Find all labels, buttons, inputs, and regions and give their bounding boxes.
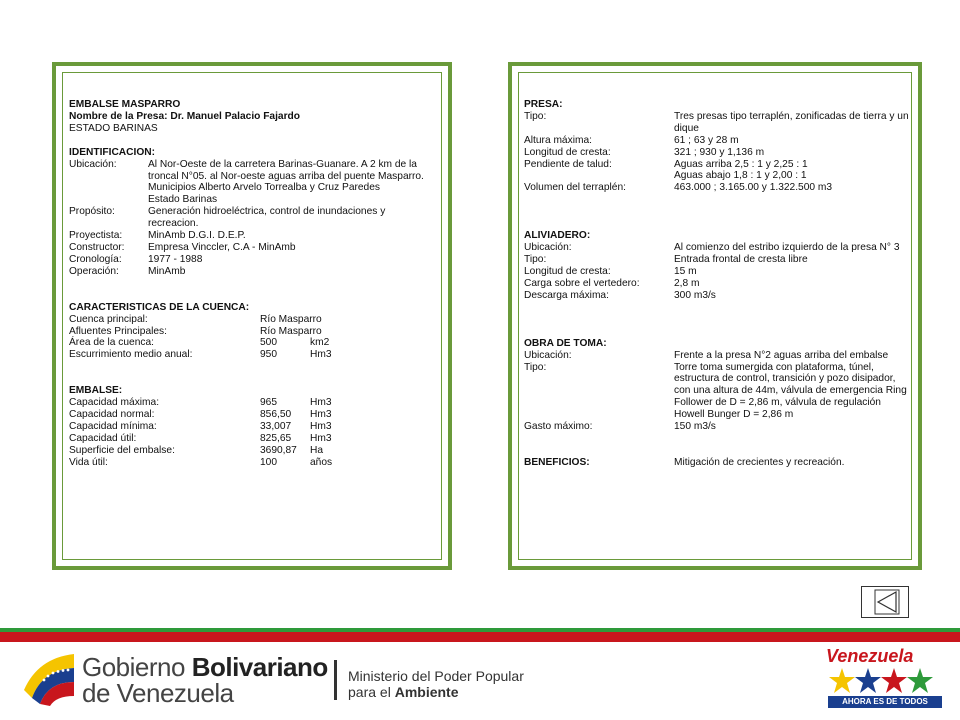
toma-value: 150 m3/s: [674, 421, 716, 433]
toma-key: Ubicación:: [524, 349, 572, 361]
identificacion-value: Empresa Vinccler, C.A - MinAmb: [148, 241, 296, 253]
toma-key: Tipo:: [524, 361, 547, 373]
embalse-number: 100: [260, 456, 277, 468]
identificacion-title: IDENTIFICACION:: [69, 146, 156, 158]
embalse-row: [69, 421, 435, 433]
embalse-unit: Hm3: [310, 409, 332, 421]
ministerio-ambiente: Ambiente: [394, 684, 459, 700]
embalse-unit: Hm3: [310, 420, 332, 432]
dam-name: Nombre de la Presa: Dr. Manuel Palacio Fajardo: [69, 110, 300, 122]
back-triangle-icon: [862, 587, 908, 617]
toma-row: [524, 350, 914, 362]
presa-value: 61 ; 63 y 28 m: [674, 134, 739, 146]
presa-key: Longitud de cresta:: [524, 146, 611, 158]
embalse-unit: años: [310, 456, 333, 468]
cuenca-unit: km2: [310, 337, 330, 349]
identificacion-row: [69, 242, 435, 254]
presa-row: [524, 111, 914, 135]
beneficios-row: [524, 457, 914, 469]
beneficios-value: Mitigación de crecientes y recreación.: [674, 456, 845, 468]
presa-title: PRESA:: [524, 99, 563, 110]
cuenca-number: 500: [260, 337, 277, 349]
toma-value: Torre toma sumergida con plataforma, túnel, estructura de control, transición y pozo disipador, con una altura de 44m, válvula de emergencia Ring Follower de D = 2,86 m, válvula de regulación Howell Bunger D = 2,86 m: [674, 361, 907, 421]
embalse-key: Capacidad normal:: [69, 409, 155, 421]
presa-value: Aguas arriba 2,5 : 1 y 2,25 : 1: [674, 158, 808, 170]
cuenca-key: Afluentes Principales:: [69, 325, 167, 337]
embalse-number: 825,65: [260, 432, 292, 444]
gobierno-line2: de Venezuela: [82, 678, 234, 708]
identificacion-row: [69, 266, 435, 278]
toma-value: Frente a la presa N°2 aguas arriba del embalse: [674, 349, 889, 361]
aliviadero-row: [524, 290, 914, 302]
aliviadero-key: Descarga máxima:: [524, 289, 609, 301]
identificacion-value: MinAmb D.G.I. D.E.P.: [148, 230, 246, 242]
aliviadero-key: Longitud de cresta:: [524, 265, 611, 277]
aliviadero-key: Carga sobre el vertedero:: [524, 277, 640, 289]
presa-key: [524, 170, 674, 182]
identificacion-key: Ubicación:: [69, 158, 117, 170]
embalse-key: Capacidad útil:: [69, 432, 137, 444]
embalse-number: 3690,87: [260, 444, 297, 456]
identificacion-row: [69, 194, 435, 206]
identificacion-key: Propósito:: [69, 206, 115, 218]
presa-row: [524, 170, 914, 182]
identificacion-value: Al Nor-Oeste de la carretera Barinas-Guanare. A 2 km de la troncal N°05. al Nor-oeste aguas arriba del puente Masparro. Municipios Alberto Arvelo Torrealba y Cruz Paredes: [148, 158, 424, 194]
aliviadero-value: Entrada frontal de cresta libre: [674, 254, 808, 266]
presa-key: Pendiente de talud:: [524, 158, 612, 170]
embalse-list: [69, 397, 435, 468]
identificacion-row: [69, 206, 435, 230]
presa-key: Tipo:: [524, 110, 547, 122]
venezuela-stars-logo-icon: [828, 666, 942, 696]
presa-value: 463.000 ; 3.165.00 y 1.322.500 m3: [674, 182, 833, 194]
cuenca-row: [69, 326, 435, 338]
identificacion-value: MinAmb: [148, 265, 186, 277]
cuenca-row: [69, 349, 435, 361]
cuenca-title: CARACTERISTICAS DE LA CUENCA:: [69, 301, 250, 313]
aliviadero-list: [524, 242, 914, 302]
ministerio-para-el: para el: [348, 684, 395, 700]
cuenca-row: [69, 337, 435, 349]
cuenca-unit: [310, 314, 435, 326]
identificacion-row: [69, 159, 435, 195]
back-button[interactable]: [861, 586, 909, 618]
cuenca-key: Área de la cuenca:: [69, 337, 154, 349]
aliviadero-value: 2,8 m: [674, 277, 700, 289]
identificacion-key: [69, 194, 148, 206]
cuenca-unit: Hm3: [310, 349, 332, 361]
cuenca-list: [69, 314, 435, 362]
aliviadero-row: [524, 278, 914, 290]
aliviadero-row: [524, 266, 914, 278]
presa-row: [524, 135, 914, 147]
left-info-panel: [52, 62, 452, 570]
embalse-row: [69, 433, 435, 445]
toma-row: [524, 421, 914, 433]
identificacion-value: 1977 - 1988: [148, 253, 203, 265]
aliviadero-value: 15 m: [674, 265, 697, 277]
venezuela-title: Venezuela: [826, 646, 914, 666]
toma-key: Gasto máximo:: [524, 421, 593, 433]
identificacion-row: [69, 230, 435, 242]
left-panel-content: [69, 99, 435, 469]
aliviadero-row: [524, 254, 914, 266]
toma-title: OBRA DE TOMA:: [524, 337, 607, 349]
cuenca-key: Cuenca principal:: [69, 313, 148, 325]
embalse-key: Vida útil:: [69, 456, 108, 468]
embalse-row: [69, 445, 435, 457]
embalse-number: 33,007: [260, 420, 292, 432]
presa-value: Aguas abajo 1,8 : 1 y 2,00 : 1: [674, 170, 807, 182]
embalse-key: Capacidad máxima:: [69, 397, 160, 409]
bolivariano-word: Bolivariano: [191, 652, 328, 682]
cuenca-key: Escurrimiento medio anual:: [69, 349, 193, 361]
presa-row: [524, 182, 914, 194]
aliviadero-title: ALIVIADERO:: [524, 230, 591, 242]
identificacion-key: Constructor:: [69, 241, 125, 253]
identificacion-row: [69, 254, 435, 266]
aliviadero-key: Tipo:: [524, 254, 547, 266]
embalse-title: EMBALSE:: [69, 385, 123, 397]
cuenca-row: [69, 314, 435, 326]
venezuela-flag-logo-icon: [18, 648, 78, 708]
embalse-row: [69, 409, 435, 421]
embalse-number: 965: [260, 397, 277, 409]
aliviadero-value: 300 m3/s: [674, 289, 716, 301]
footer-red-stripe: [0, 632, 960, 642]
toma-list: [524, 350, 914, 433]
cuenca-unit: [310, 326, 435, 338]
toma-row: [524, 362, 914, 422]
aliviadero-key: Ubicación:: [524, 242, 572, 254]
presa-list: [524, 111, 914, 194]
aliviadero-row: [524, 242, 914, 254]
embalse-name: EMBALSE MASPARRO: [69, 99, 181, 110]
presa-value: 321 ; 930 y 1,136 m: [674, 146, 765, 158]
state-name: ESTADO BARINAS: [69, 122, 158, 134]
ministerio-line2: [348, 684, 459, 700]
gobierno-word: Gobierno: [82, 652, 192, 682]
embalse-row: [69, 457, 435, 469]
cuenca-number: Río Masparro: [260, 325, 322, 337]
embalse-unit: Hm3: [310, 397, 332, 409]
right-info-panel: [508, 62, 922, 570]
identificacion-key: Cronología:: [69, 253, 122, 265]
right-panel-content: [524, 99, 914, 469]
embalse-unit: Ha: [310, 444, 324, 456]
cuenca-number: 950: [260, 349, 277, 361]
presa-row: [524, 159, 914, 171]
embalse-number: 856,50: [260, 409, 292, 421]
presa-key: Altura máxima:: [524, 134, 592, 146]
embalse-row: [69, 397, 435, 409]
beneficios-title: BENEFICIOS:: [524, 456, 590, 468]
presa-value: Tres presas tipo terraplén, zonificadas de tierra y un dique: [674, 110, 909, 134]
embalse-key: Superficie del embalse:: [69, 444, 175, 456]
identificacion-value: Generación hidroeléctrica, control de inundaciones y recreacion.: [148, 206, 386, 230]
footer-divider: [334, 660, 337, 700]
presa-key: Volumen del terraplén:: [524, 182, 626, 194]
cuenca-number: Río Masparro: [260, 313, 322, 325]
presa-row: [524, 147, 914, 159]
identificacion-value: Estado Barinas: [148, 194, 218, 206]
embalse-key: Capacidad mínima:: [69, 420, 157, 432]
aliviadero-value: Al comienzo del estribo izquierdo de la presa N° 3: [674, 242, 900, 254]
identificacion-list: [69, 159, 435, 278]
identificacion-key: Operación:: [69, 265, 119, 277]
embalse-unit: Hm3: [310, 432, 332, 444]
identificacion-key: Proyectista:: [69, 230, 123, 242]
ministerio-line1: Ministerio del Poder Popular: [348, 668, 524, 684]
venezuela-slogan: AHORA ES DE TODOS: [828, 696, 942, 708]
